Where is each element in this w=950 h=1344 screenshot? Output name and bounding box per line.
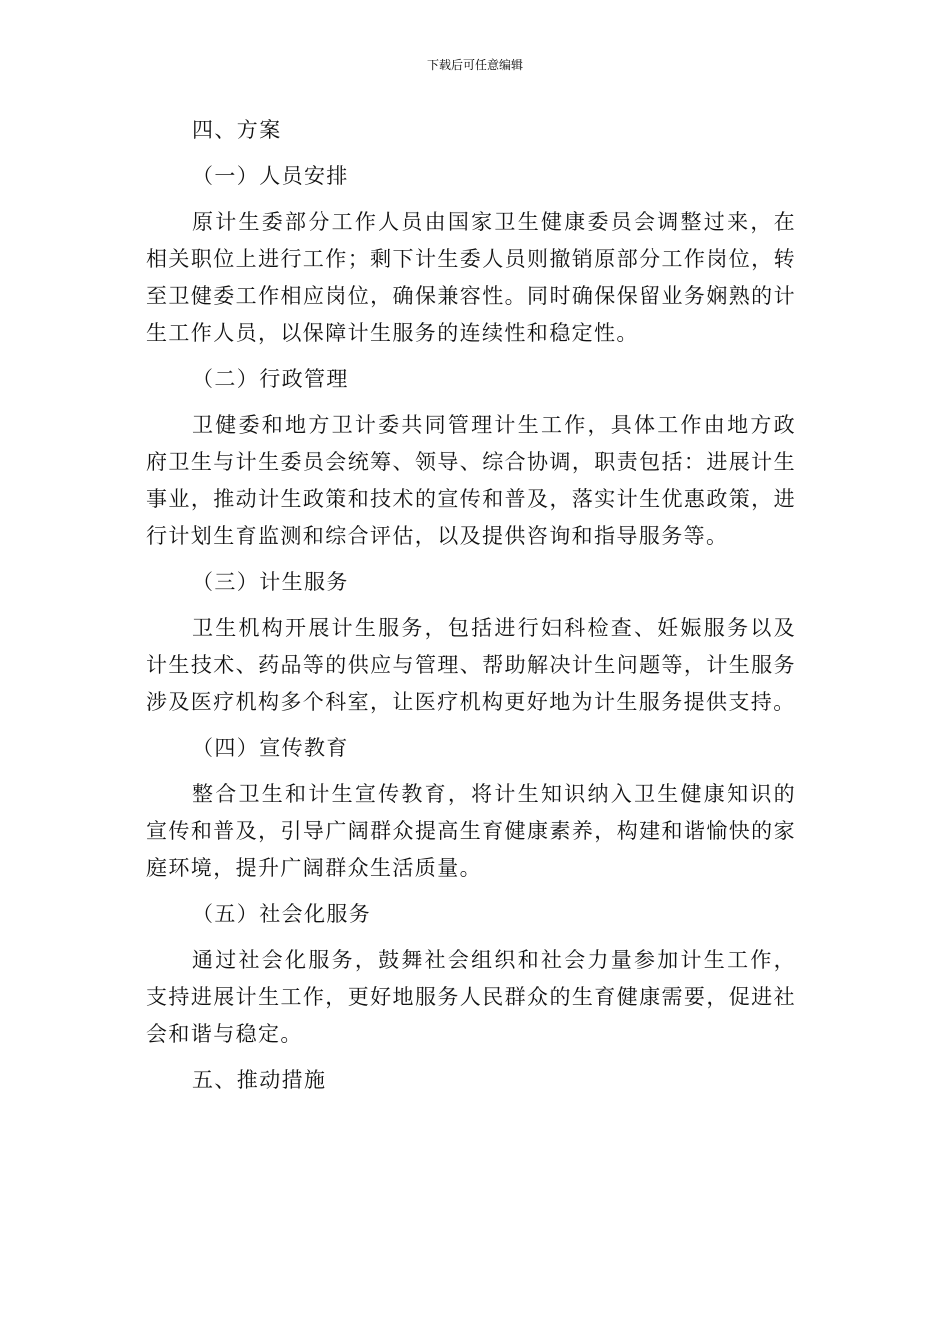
paragraph-personnel: 原计生委部分工作人员由国家卫生健康委员会调整过来，在相关职位上进行工作；剩下计生委人员则撤销原部分工作岗位，转至卫健委工作相应岗位，确保兼容性。同时确保保留业务娴熟的计生工作人员，以保障计生服务的连续性和稳定性。 [146, 210, 796, 345]
page-header-note: 下载后可任意编辑 [426, 58, 523, 72]
subheading-services: （三）计生服务 [192, 570, 349, 594]
subheading-administration: （二）行政管理 [192, 367, 349, 391]
section-heading-plan: 四、方案 [192, 118, 282, 142]
paragraph-services: 卫生机构开展计生服务，包括进行妇科检查、妊娠服务以及计生技术、药品等的供应与管理、帮助解决计生问题等，计生服务涉及医疗机构多个科室，让医疗机构更好地为计生服务提供支持。 [146, 616, 796, 714]
paragraph-administration: 卫健委和地方卫计委共同管理计生工作，具体工作由地方政府卫生与计生委员会统筹、领导、综合协调，职责包括：进展计生事业，推动计生政策和技术的宣传和普及，落实计生优惠政策，进行计划生育监测和综合评估，以及提供咨询和指导服务等。 [146, 413, 796, 548]
paragraph-social-services: 通过社会化服务，鼓舞社会组织和社会力量参加计生工作，支持进展计生工作，更好地服务人民群众的生育健康需要，促进社会和谐与稳定。 [146, 948, 796, 1046]
subheading-social-services: （五）社会化服务 [192, 902, 372, 926]
subheading-publicity: （四）宣传教育 [192, 736, 349, 760]
section-heading-measures: 五、推动措施 [192, 1068, 327, 1092]
paragraph-publicity: 整合卫生和计生宣传教育，将计生知识纳入卫生健康知识的宣传和普及，引导广阔群众提高生育健康素养，构建和谐愉快的家庭环境，提升广阔群众生活质量。 [146, 782, 796, 880]
document-body [146, 112, 796, 1099]
subheading-personnel: （一）人员安排 [192, 164, 349, 188]
